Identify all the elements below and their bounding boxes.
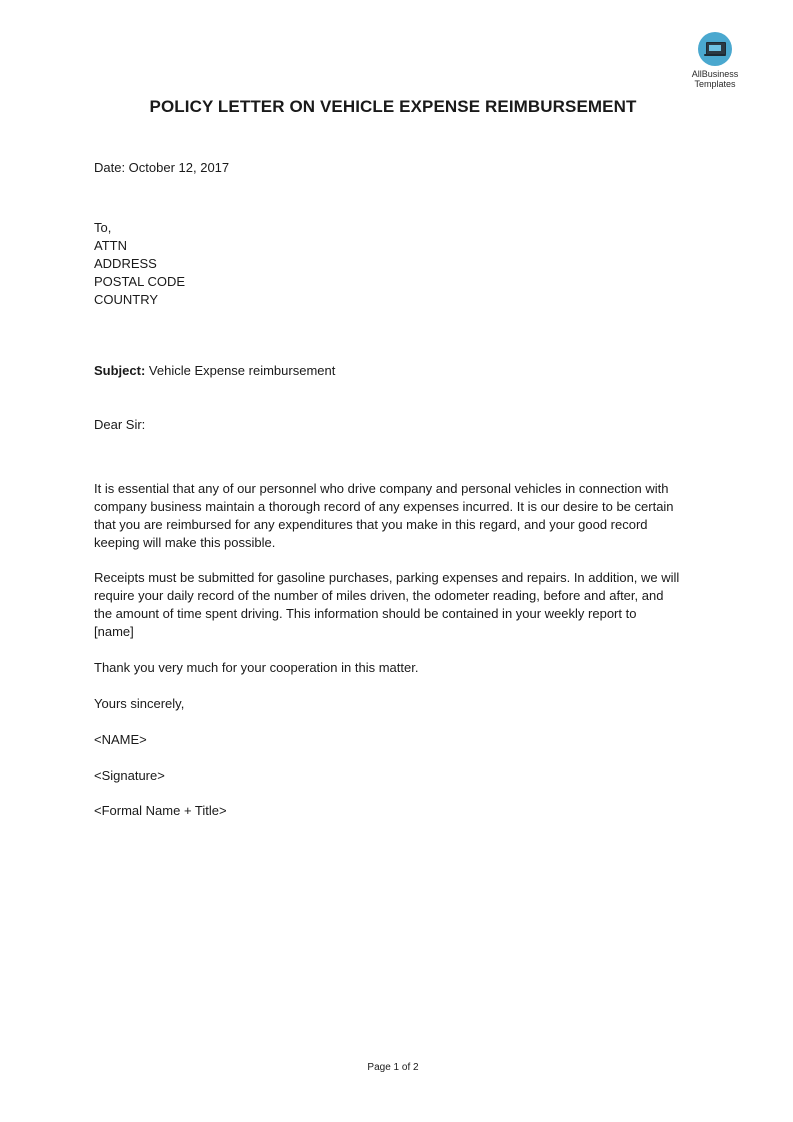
paragraph-2-line-1: Receipts must be submitted for gasoline purchases, parking expenses and repairs. In addition, we will [94, 570, 680, 585]
paragraph-1-line-3: that you are reimbursed for any expenditures that you make in this regard, and your good record [94, 517, 648, 532]
address-to: To, [94, 220, 112, 235]
paragraph-1-line-2: company business maintain a thorough record of any expenses incurred. It is our desire to be certain [94, 499, 674, 514]
closing: Yours sincerely, [94, 696, 185, 711]
paragraph-1-line-1: It is essential that any of our personnel who drive company and personal vehicles in connection with [94, 481, 669, 496]
address-address: ADDRESS [94, 256, 157, 271]
paragraph-1-line-4: keeping will make this possible. [94, 535, 276, 550]
logo-line-1: AllBusiness [691, 69, 739, 79]
logo-line-2: Templates [694, 79, 736, 89]
date-line: Date: October 12, 2017 [94, 160, 230, 175]
signature-placeholder: <Signature> [94, 768, 165, 783]
allbusiness-templates-logo [684, 32, 746, 89]
paragraph-2-line-4: [name] [94, 624, 134, 639]
paragraph-3: Thank you very much for your cooperation in this matter. [94, 660, 419, 675]
subject-text: Vehicle Expense reimbursement [145, 363, 336, 378]
address-country: COUNTRY [94, 292, 159, 307]
paragraph-2-line-2: require your daily record of the number of miles driven, the odometer reading, before and after, and [94, 588, 664, 603]
subject-line [94, 362, 704, 380]
laptop-icon [698, 32, 732, 66]
logo-text [684, 69, 746, 89]
page-number: Page 1 of 2 [367, 1062, 419, 1073]
address-attn: ATTN [94, 238, 127, 253]
recipient-address [94, 219, 704, 309]
name-placeholder: <NAME> [94, 732, 147, 747]
salutation: Dear Sir: [94, 417, 146, 432]
subject-label: Subject: [94, 363, 146, 378]
paragraph-1 [94, 480, 704, 552]
address-postal-code: POSTAL CODE [94, 274, 186, 289]
paragraph-2-line-3: the amount of time spent driving. This information should be contained in your weekly report to [94, 606, 637, 621]
formal-name-placeholder: <Formal Name + Title> [94, 803, 227, 818]
paragraph-2 [94, 569, 704, 641]
document-title: POLICY LETTER ON VEHICLE EXPENSE REIMBURSEMENT [149, 97, 637, 116]
